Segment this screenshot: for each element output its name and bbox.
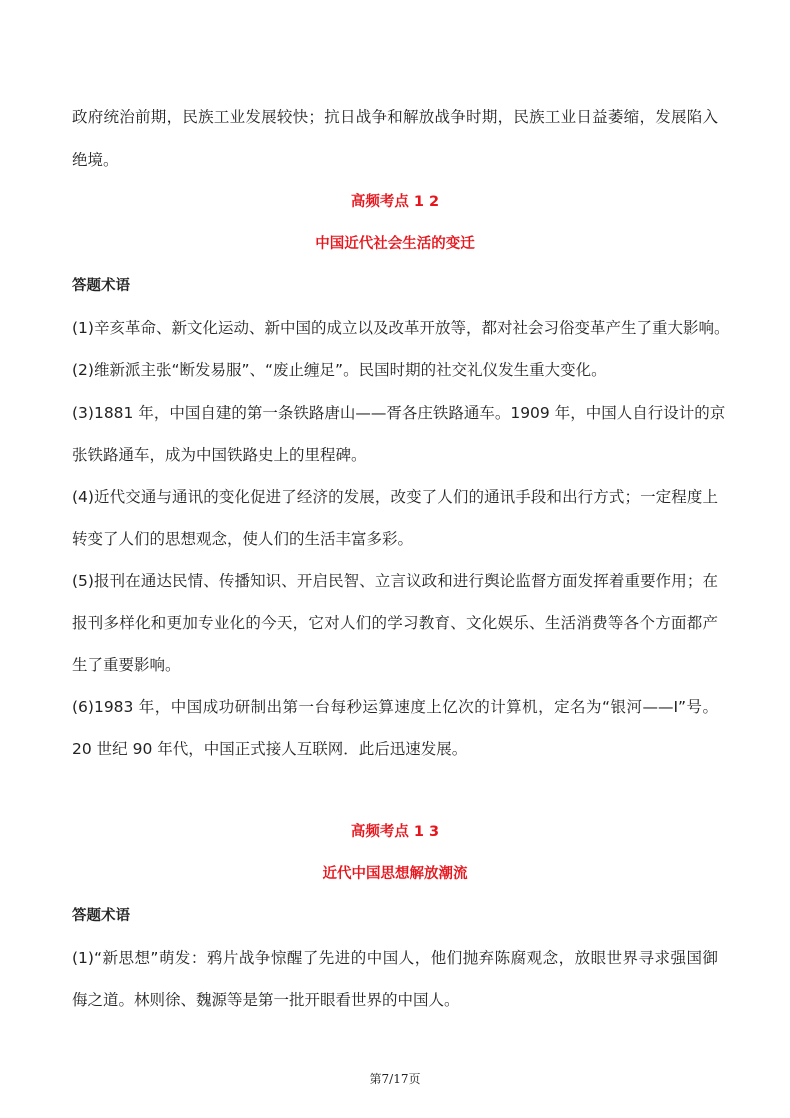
section-13-title: 近代中国思想解放潮流 <box>322 866 468 882</box>
section-12-subheading: 答题术语 <box>72 278 130 294</box>
intro-line: 政府统治前期，民族工业发展较快；抗日战争和解放战争时期，民族工业日益萎缩，发展陷入 <box>72 108 718 126</box>
intro-line: 绝境。 <box>72 151 119 169</box>
paragraph-line: 侮之道。林则徐、魏源等是第一批开眼看世界的中国人。 <box>72 991 460 1009</box>
paragraph-line: (1)“新思想”萌发：鸦片战争惊醒了先进的中国人，他们抛弃陈腐观念，放眼世界寻求强国御 <box>72 949 718 967</box>
paragraph-line: 转变了人们的思想观念，使人们的生活丰富多彩。 <box>72 530 414 548</box>
paragraph-line: 张铁路通车，成为中国铁路史上的里程碑。 <box>72 446 367 464</box>
paragraph-line: 生了重要影响。 <box>72 656 181 674</box>
section-13-heading: 高频考点 1 3 <box>350 824 440 840</box>
section-12-heading: 高频考点 1 2 <box>350 194 440 210</box>
section-12-title: 中国近代社会生活的变迁 <box>315 236 475 252</box>
paragraph-line: (5)报刊在通达民情、传播知识、开启民智、立言议政和进行舆论监督方面发挥着重要作用；在 <box>72 572 718 590</box>
paragraph-line: (1)辛亥革命、新文化运动、新中国的成立以及改革开放等，都对社会习俗变革产生了重大影响。 <box>72 319 730 337</box>
page-number: 第7/17页 <box>369 1072 421 1086</box>
paragraph-line: (3)1881 年，中国自建的第一条铁路唐山——胥各庄铁路通车。1909 年，中国人自行设计的京 <box>72 404 726 422</box>
paragraph-line: (6)1983 年，中国成功研制出第一台每秒运算速度上亿次的计算机，定名为“银河——I”号。 <box>72 698 718 716</box>
paragraph-line: 报刊多样化和更加专业化的今天，它对人们的学习教育、文化娱乐、生活消费等各个方面都产 <box>72 614 718 632</box>
section-13-subheading: 答题术语 <box>72 908 130 924</box>
paragraph-line: 20 世纪 90 年代，中国正式接人互联网．此后迅速发展。 <box>72 740 468 758</box>
paragraph-line: (4)近代交通与通讯的变化促进了经济的发展，改变了人们的通讯手段和出行方式；一定程度上 <box>72 488 718 506</box>
paragraph-line: (2)维新派主张“断发易服”、“废止缠足”。民国时期的社交礼仪发生重大变化。 <box>72 361 607 379</box>
